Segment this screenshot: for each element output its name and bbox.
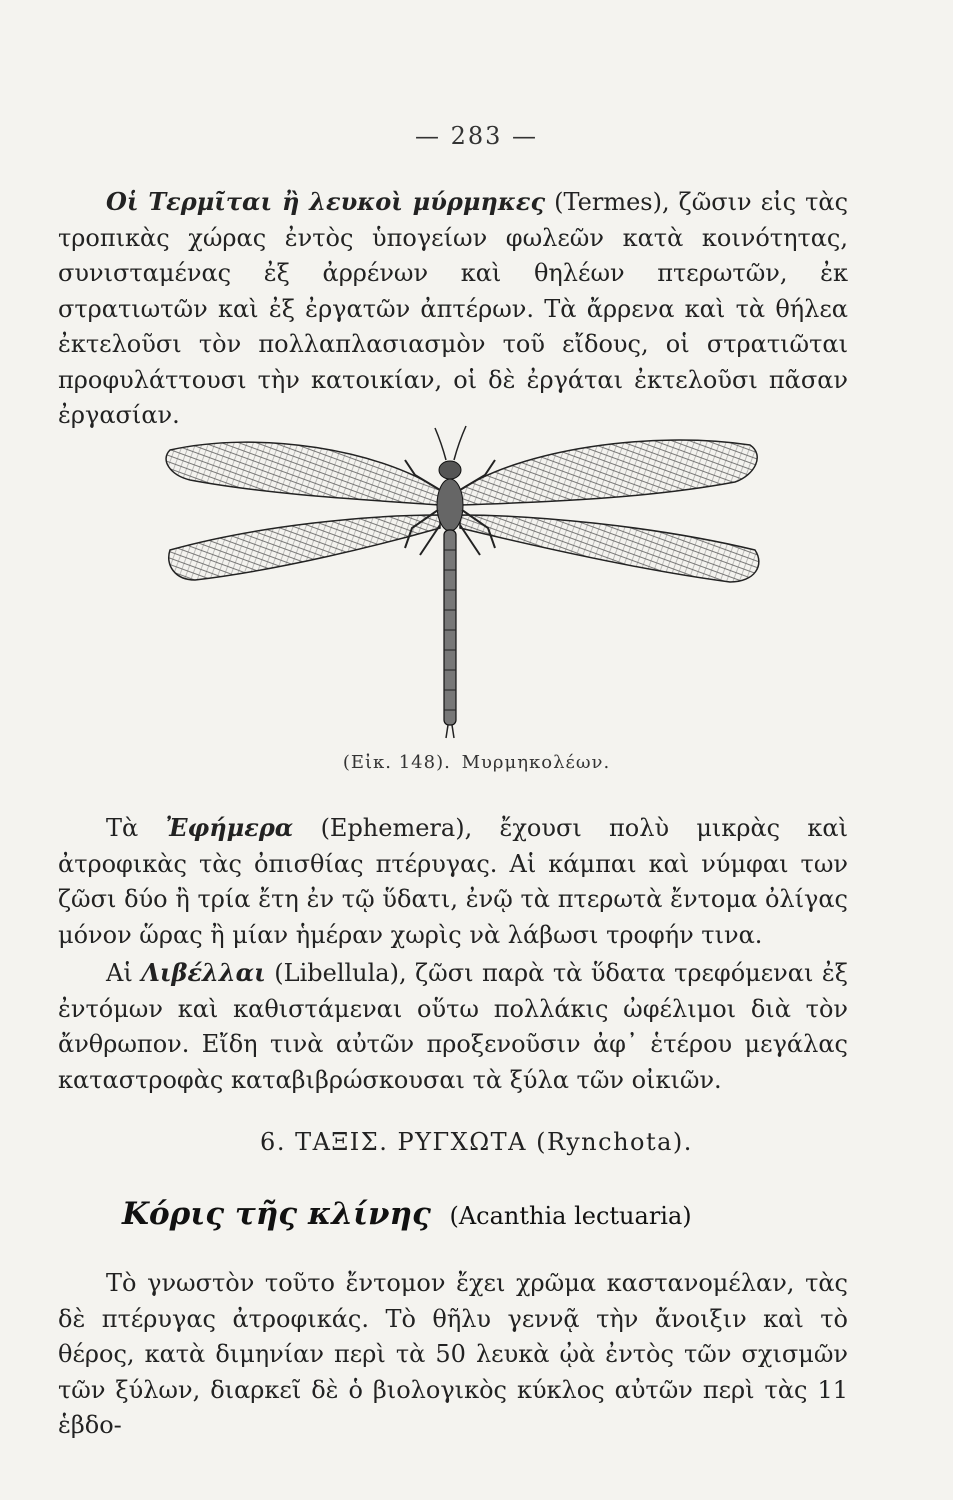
- paragraph-koris: [58, 1266, 848, 1444]
- paragraph-libellula: [58, 955, 848, 1098]
- left-hindwing: [169, 515, 440, 580]
- species-latin-name: (Acanthia lectuaria): [449, 1202, 692, 1230]
- paragraph-termites-text: (Termes), ζῶσιν εἰς τὰς τροπικὰς χώρας ἐντὸς ὑπογείων φωλεῶν κατὰ κοινότητας, συνισταμένας ἐξ ἀρρένων καὶ θηλέων πτερωτῶν, ἐκ στρατιωτῶν καὶ ἐξ ἐργατῶν ἀπτέρων. Τὰ ἄρρενα καὶ τὰ θήλεα ἐκτελοῦσι τὸν πολλαπλασιασμὸν τοῦ εἴδους, οἱ στρατιῶται προφυλάττουσι τὴν κατοικίαν, οἱ δὲ ἐργάται ἐκτελοῦσι πᾶσαν ἐργασίαν.: [58, 188, 849, 429]
- head: [439, 461, 461, 479]
- paragraph-termites: [58, 184, 848, 434]
- species-heading: [122, 1196, 692, 1232]
- paragraph-ephemera-prefix: Τὰ: [106, 814, 166, 842]
- right-antenna: [454, 426, 466, 460]
- right-forewing: [460, 440, 757, 505]
- paragraph-libellula-text: (Libellula), ζῶσι παρὰ τὰ ὕδατα τρεφόμεναι ἐξ ἐντόμων καὶ καθιστάμεναι οὕτω πολλάκις ὠφέλιμοι διὰ τὸν ἄνθρωπον. Εἴδη τινὰ αὐτῶν προξενοῦσιν ἀφ᾽ ἑτέρου μεγάλας καταστροφὰς καταβιβρώσκουσαι τὰ ξύλα τῶν οἰκιῶν.: [58, 959, 848, 1094]
- figure-title: Μυρμηκολέων.: [461, 752, 611, 773]
- term-ephemera: Ἐφήμερα: [165, 813, 294, 842]
- term-libellula: Λιβέλλαι: [141, 958, 266, 987]
- abdomen: [444, 530, 456, 725]
- species-name: Κόρις τῆς κλίνης: [122, 1196, 431, 1232]
- left-forewing: [166, 442, 440, 505]
- paragraph-ephemera: [58, 810, 848, 953]
- paragraph-libellula-prefix: Αἱ: [106, 959, 142, 987]
- term-termites: Οἱ Τερμῖται ἢ λευκοὶ μύρμηκες: [106, 187, 546, 216]
- figure-caption: [0, 752, 953, 773]
- antlion-illustration: [150, 420, 790, 740]
- left-antenna: [435, 428, 446, 460]
- paragraph-ephemera-text: (Ephemera), ἔχουσι πολὺ μικρὰς καὶ ἀτροφικὰς τὰς ὀπισθίας πτέρυγας. Αἱ κάμπαι καὶ νύμφαι των ζῶσι δύο ἢ τρία ἔτη ἐν τῷ ὕδατι, ἐνῷ τὰ πτερωτὰ ἔντομα ὀλίγας μόνον ὥρας ἢ μίαν ἡμέραν χωρὶς νὰ λάβωσι τροφήν τινα.: [58, 814, 848, 949]
- paragraph-koris-text: Τὸ γνωστὸν τοῦτο ἔντομον ἔχει χρῶμα καστανομέλαν, τὰς δὲ πτέρυγας ἀτροφικάς. Τὸ θῆλυ γεννᾷ τὴν ἄνοιξιν καὶ τὸ θέρος, κατὰ διμηνίαν περὶ τὰ 50 λευκὰ ᾠὰ ἐντὸς τῶν σχισμῶν τῶν ξύλων, διαρκεῖ δὲ ὁ βιολογικὸς κύκλος αὐτῶν περὶ τὰς 11 ἑβδο-: [58, 1269, 848, 1439]
- section-heading: 6. ΤΑΞΙΣ. ΡΥΓΧΩΤΑ (Rynchota).: [260, 1128, 693, 1156]
- figure-number: (Εἰκ. 148).: [342, 752, 451, 773]
- page-number: — 283 —: [414, 122, 539, 150]
- thorax: [437, 479, 463, 531]
- right-hindwing: [460, 515, 759, 582]
